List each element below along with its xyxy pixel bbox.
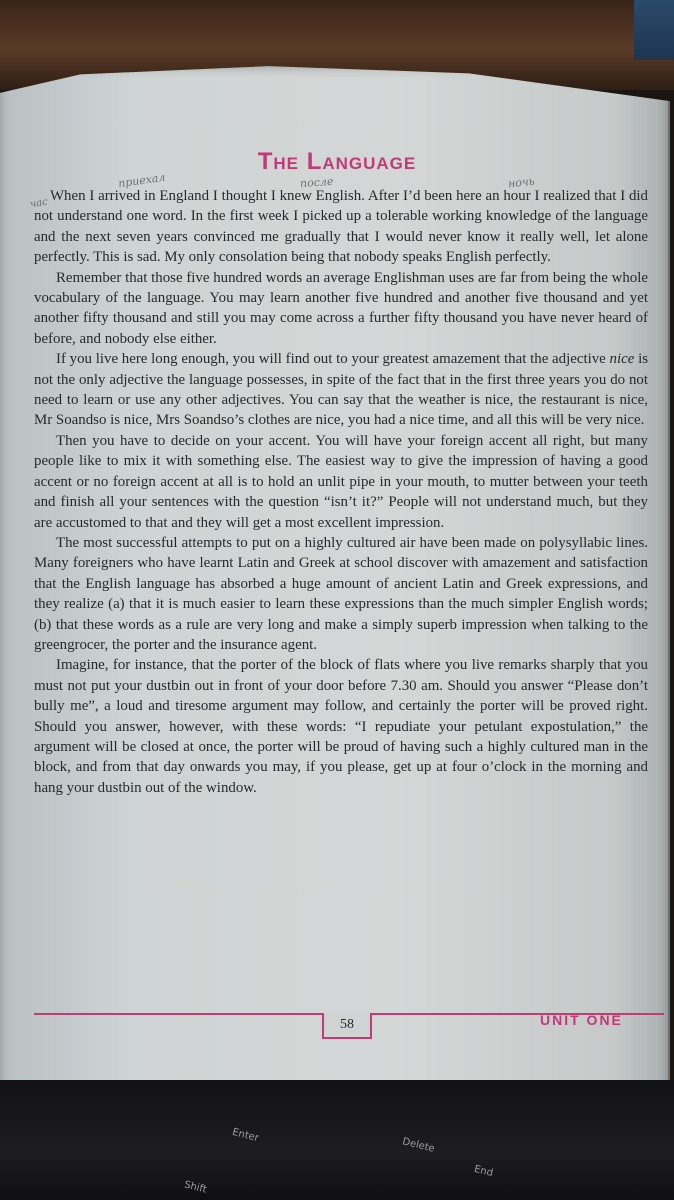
page-number: 58 <box>322 1013 372 1039</box>
unit-label: UNIT ONE <box>540 1012 623 1028</box>
paragraph: Remember that those five hundred words an average Englishman uses are far from being the whole vocabulary of the language. You may learn another five hundred and another five thousand and yet another fifty thousand and still you may come across a further fifty thousand you have never heard of before, and nobody else either. <box>34 269 648 347</box>
handwritten-note: приехал <box>117 170 167 191</box>
handwritten-note: ночь <box>507 174 536 191</box>
page-title: The Language <box>257 148 417 175</box>
keyboard-key: Enter <box>231 1126 260 1145</box>
handwritten-note: час <box>29 196 49 211</box>
keyboard <box>0 1080 674 1200</box>
paragraph: The most successful attempts to put on a highly cultured air have been made on polysyllabic lines. Many foreigners who have learnt Latin and Greek at school discover with amazement and satisfaction that the English language has absorbed a huge amount of ancient Latin and Greek expressions, and they realize (a) that it is much easier to learn these expressions than the much simpler English words; (b) that these words as a rule are very long and make a simply superb impression when talking to the greengrocer, the porter and the insurance agent. <box>34 534 648 653</box>
paragraph: When I arrived in England I thought I knew English. After I’d been here an hour I realized that I did not understand one word. In the first week I picked up a tolerable working knowledge of the language and the next seven years convinced me gradually that I would never know it really well, let alone perfectly. This is sad. My only consolation being that nobody speaks English perfectly. <box>34 188 648 266</box>
keyboard-key: Shift <box>183 1179 208 1196</box>
article-body <box>34 186 648 798</box>
paragraph: Imagine, for instance, that the porter of the block of flats where you live remarks sharply that you must not put your dustbin out in front of your door before 7.30 am. Should you answer “Please don’t bully me”, a loud and tiresome argument may follow, and certainly the porter will be proved right. Should you answer, however, with these words: “I repudiate your petulant expostulation,” the argument will be closed at once, the porter will be proud of having such a highly cultured man in the block, and from that day onwards you may, if you please, get up at four o’clock in the morning and hang your dustbin out of the window. <box>34 657 648 796</box>
desk-object <box>634 0 674 60</box>
paragraph: Then you have to decide on your accent. You will have your foreign accent all right, but many people like to mix it with something else. The easiest way to give the impression of having a good accent or no foreign accent at all is to hold an unlit pipe in your mouth, to mutter between your teeth and finish all your sentences with the question “isn’t it?” People will not understand much, but they are accustomed to that and they will get a most excellent impression. <box>34 432 648 531</box>
keyboard-key: End <box>472 1163 495 1180</box>
paragraph: If you live here long enough, you will find out to your greatest amazement that the adjective nice is not the only adjective the language possesses, in spite of the fact that in the first three years you do not need to learn or use any other adjectives. You can say that the weather is nice, the restaurant is nice, Mr Soandso is nice, Mrs Soandso’s clothes are nice, you had a nice time, and all this will be very nice. <box>34 351 649 429</box>
keyboard-key: Delete <box>401 1136 436 1155</box>
handwritten-note: после <box>299 174 334 191</box>
